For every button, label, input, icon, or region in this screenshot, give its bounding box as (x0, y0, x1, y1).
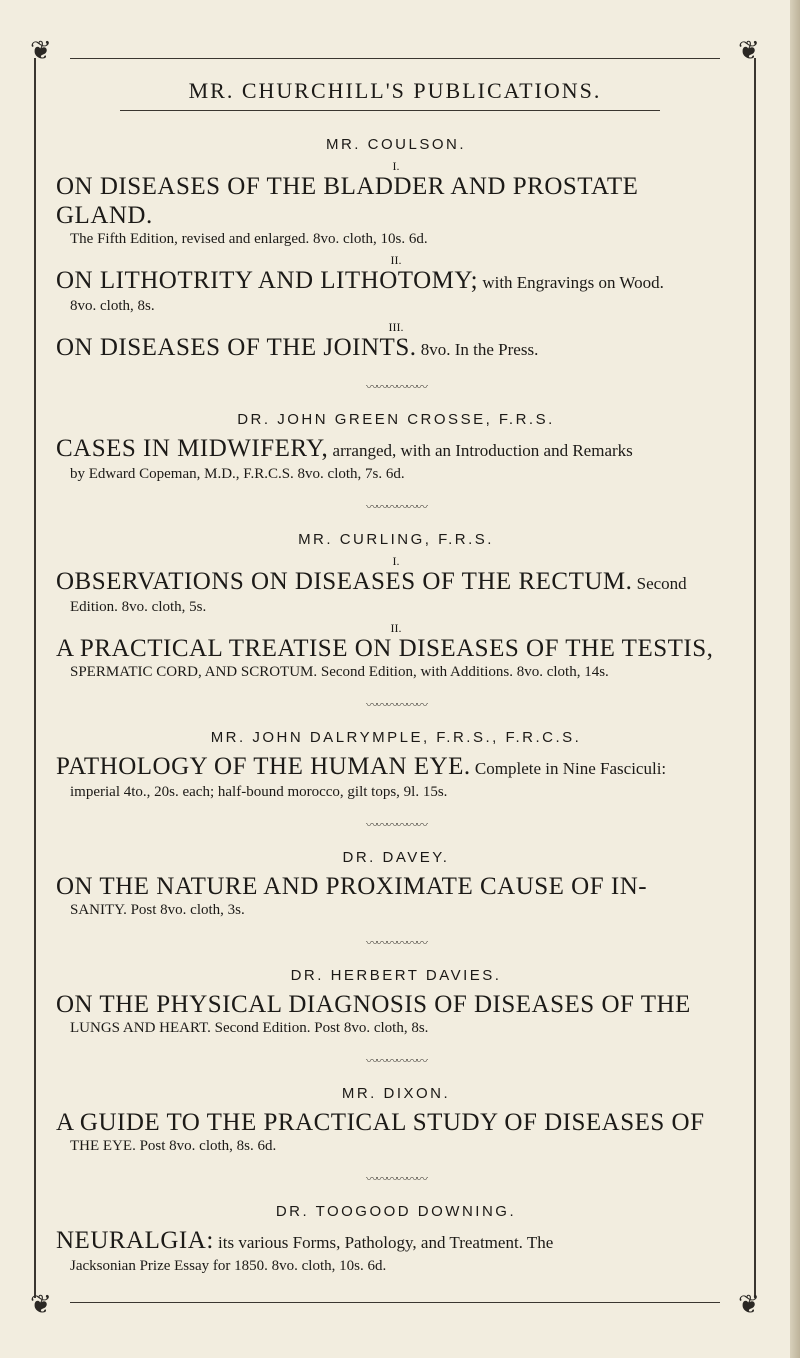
work-title-line (56, 872, 736, 901)
author-name: MR. DIXON. (341, 1085, 451, 1102)
author-entry (56, 1085, 736, 1187)
author-name: MR. COULSON. (325, 136, 466, 153)
right-border (754, 58, 756, 1298)
work-title: PATHOLOGY OF THE HUMAN EYE. (56, 753, 471, 780)
left-border (34, 58, 36, 1298)
work-description: SANITY. Post 8vo. cloth, 3s. (70, 902, 245, 918)
author-name: DR. TOOGOOD DOWNING. (275, 1203, 517, 1220)
wavy-divider: 〰〰〰〰〰〰 (365, 698, 426, 712)
wavy-divider: 〰〰〰〰〰〰 (365, 818, 426, 832)
work-title: A PRACTICAL TREATISE ON DISEASES OF THE TESTIS, (56, 635, 714, 662)
work-title-continuation: Second (632, 574, 687, 593)
header-rule (120, 110, 660, 111)
work-title-line (56, 634, 736, 663)
work-description: LUNGS AND HEART. Second Edition. Post 8vo. cloth, 8s. (70, 1020, 429, 1036)
work-title-continuation: arranged, with an Introduction and Remarks (328, 441, 633, 460)
corner-ornament-icon: ❦ (738, 36, 760, 65)
work-description: imperial 4to., 20s. each; half-bound morocco, gilt tops, 9l. 15s. (70, 784, 448, 800)
wavy-divider: 〰〰〰〰〰〰 (365, 380, 426, 394)
corner-ornament-icon: ❦ (30, 1290, 52, 1319)
author-name: DR. JOHN GREEN CROSSE, F.R.S. (237, 411, 555, 428)
work-title-continuation: its various Forms, Pathology, and Treatment. The (213, 1233, 554, 1252)
author-entry (56, 967, 736, 1069)
work-title-line (56, 752, 736, 783)
work-title-line (56, 990, 736, 1019)
work-number: II. (390, 253, 402, 267)
work-description: The Fifth Edition, revised and enlarged. 8vo. cloth, 10s. 6d. (70, 231, 428, 247)
author-name: MR. JOHN DALRYMPLE, F.R.S., F.R.C.S. (210, 729, 582, 746)
work-title: ON THE NATURE AND PROXIMATE CAUSE OF IN- (56, 873, 648, 900)
work-description: Edition. 8vo. cloth, 5s. (70, 599, 207, 615)
work-title-line (56, 434, 736, 465)
work-title-line (56, 333, 736, 364)
work-title-line (56, 1226, 736, 1257)
work-title: ON DISEASES OF THE JOINTS. (56, 334, 417, 361)
author-entry (56, 849, 736, 951)
work-description: 8vo. cloth, 8s. (70, 298, 155, 314)
corner-ornament-icon: ❦ (30, 36, 52, 65)
work-description: by Edward Copeman, M.D., F.R.C.S. 8vo. cloth, 7s. 6d. (70, 466, 405, 482)
work-title: NEURALGIA: (56, 1227, 214, 1254)
work-title: ON THE PHYSICAL DIAGNOSIS OF DISEASES OF THE (56, 991, 691, 1018)
work-title-line (56, 1108, 736, 1137)
work-number: III. (388, 320, 404, 334)
work-number: I. (392, 159, 400, 173)
author-entry (56, 411, 736, 515)
publication-list (56, 136, 736, 1282)
work-title-continuation: with Engravings on Wood. (478, 273, 664, 292)
author-entry (56, 1203, 736, 1276)
author-entry (56, 531, 736, 713)
work-description: Jacksonian Prize Essay for 1850. 8vo. cloth, 10s. 6d. (70, 1258, 387, 1274)
work-title: ON DISEASES OF THE BLADDER AND PROSTATE GLAND. (56, 173, 639, 229)
author-name: DR. DAVEY. (342, 849, 450, 866)
wavy-divider: 〰〰〰〰〰〰 (365, 1054, 426, 1068)
work-title-continuation: 8vo. In the Press. (416, 340, 539, 359)
corner-ornament-icon: ❦ (738, 1290, 760, 1319)
wavy-divider: 〰〰〰〰〰〰 (365, 936, 426, 950)
wavy-divider: 〰〰〰〰〰〰 (365, 1172, 426, 1186)
work-number: I. (392, 554, 400, 568)
work-title: A GUIDE TO THE PRACTICAL STUDY OF DISEASES OF (56, 1109, 705, 1136)
page-header: MR. CHURCHILL'S PUBLICATIONS. (188, 78, 602, 103)
work-title: CASES IN MIDWIFERY, (56, 435, 329, 462)
wavy-divider: 〰〰〰〰〰〰 (365, 500, 426, 514)
author-name: DR. HERBERT DAVIES. (290, 967, 502, 984)
work-title-line (56, 266, 736, 297)
work-description: SPERMATIC CORD, AND SCROTUM. Second Edition, with Additions. 8vo. cloth, 14s. (70, 664, 609, 680)
page-edge (790, 0, 800, 1358)
bottom-rule (70, 1302, 720, 1303)
work-title: ON LITHOTRITY AND LITHOTOMY; (56, 267, 479, 294)
work-title-line (56, 172, 736, 230)
work-title: OBSERVATIONS ON DISEASES OF THE RECTUM. (56, 568, 633, 595)
author-name: MR. CURLING, F.R.S. (298, 531, 494, 548)
author-entry (56, 729, 736, 833)
work-number: II. (390, 621, 402, 635)
work-title-continuation: Complete in Nine Fasciculi: (470, 759, 667, 778)
work-title-line (56, 567, 736, 598)
work-description: THE EYE. Post 8vo. cloth, 8s. 6d. (70, 1138, 277, 1154)
author-entry (56, 136, 736, 395)
